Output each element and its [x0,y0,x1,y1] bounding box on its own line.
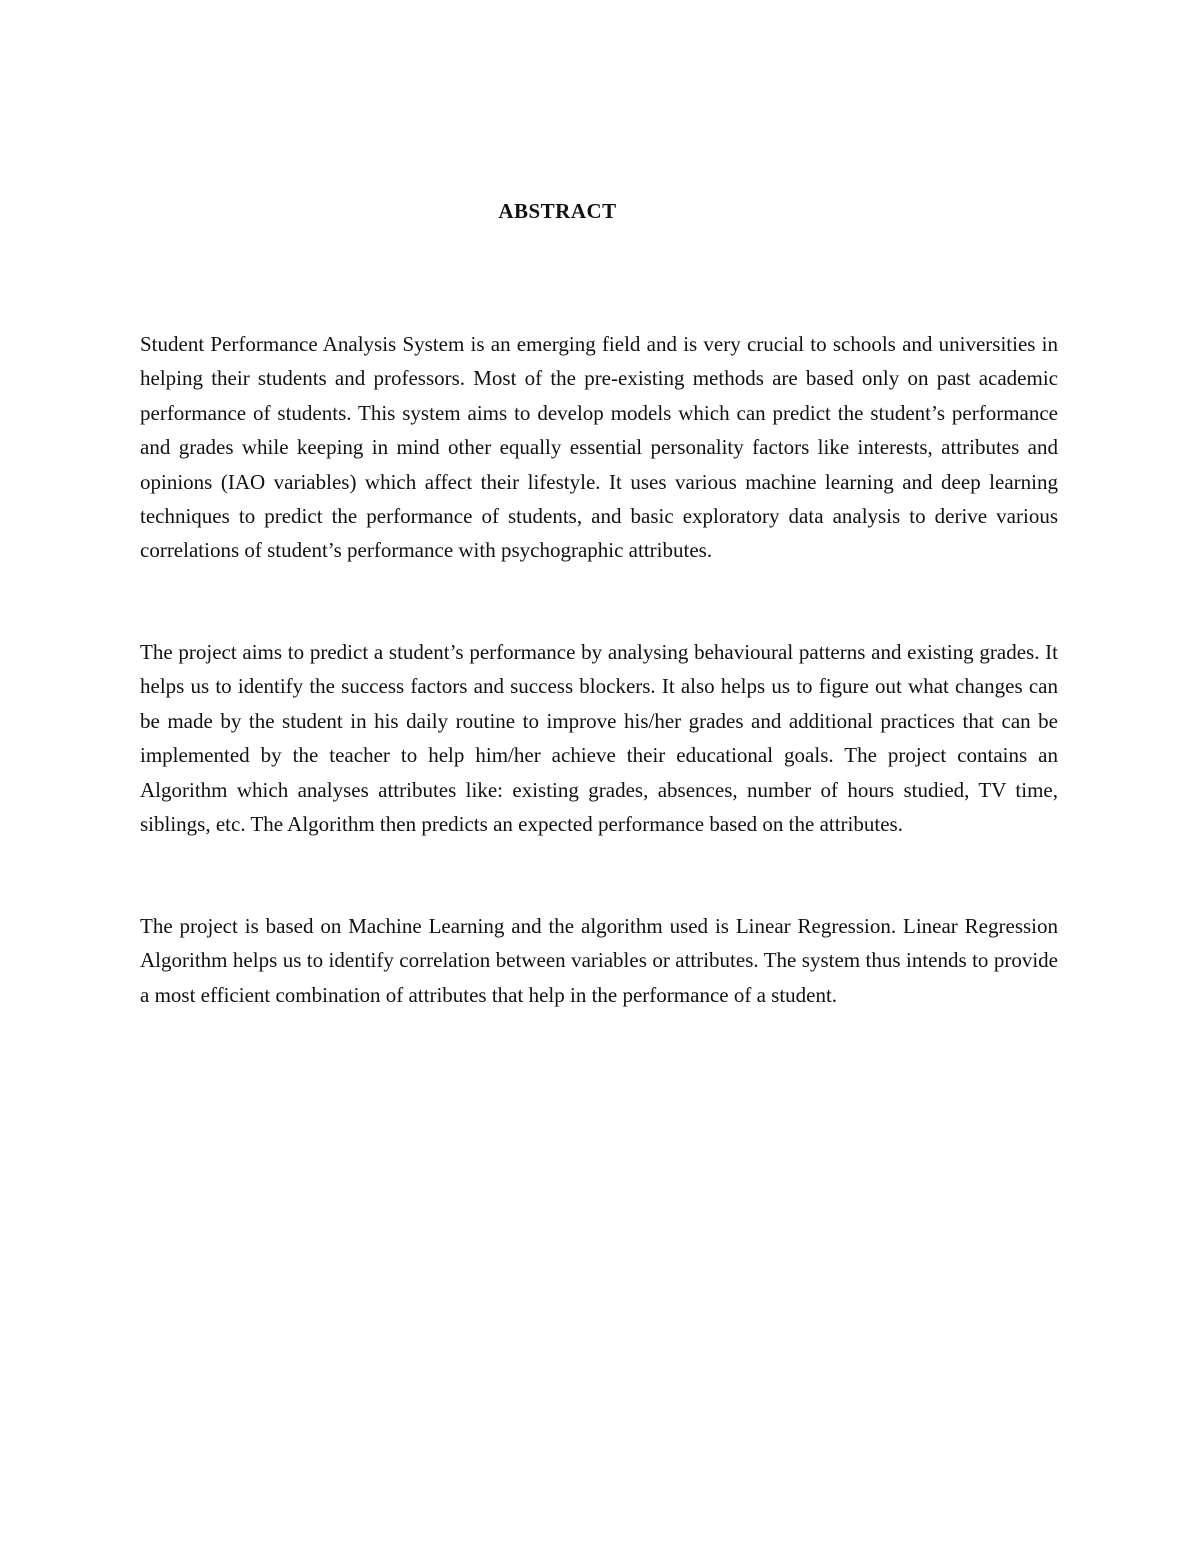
abstract-paragraph-3: The project is based on Machine Learning and the algorithm used is Linear Regression. Linear Regression Algorithm helps us to identify correlation between variables or attributes. The system thus intends to provide a most efficient combination of attributes that help in the performance of a student. [140,914,1058,1007]
abstract-heading: ABSTRACT [498,199,617,223]
abstract-paragraph-1: Student Performance Analysis System is an emerging field and is very crucial to schools and universities in helping their students and professors. Most of the pre-existing methods are based only on past academic performance of students. This system aims to develop models which can predict the student’s performance and grades while keeping in mind other equally essential personality factors like interests, attributes and opinions (IAO variables) which affect their lifestyle. It uses various machine learning and deep learning techniques to predict the performance of students, and basic exploratory data analysis to derive various correlations of student’s performance with psychographic attributes. [140,332,1058,563]
abstract-paragraph-2: The project aims to predict a student’s performance by analysing behavioural patterns and existing grades. It helps us to identify the success factors and success blockers. It also helps us to figure out what changes can be made by the student in his daily routine to improve his/her grades and additional practices that can be implemented by the teacher to help him/her achieve their educational goals. The project contains an Algorithm which analyses attributes like: existing grades, absences, number of hours studied, TV time, siblings, etc. The Algorithm then predicts an expected performance based on the attributes. [140,640,1058,837]
